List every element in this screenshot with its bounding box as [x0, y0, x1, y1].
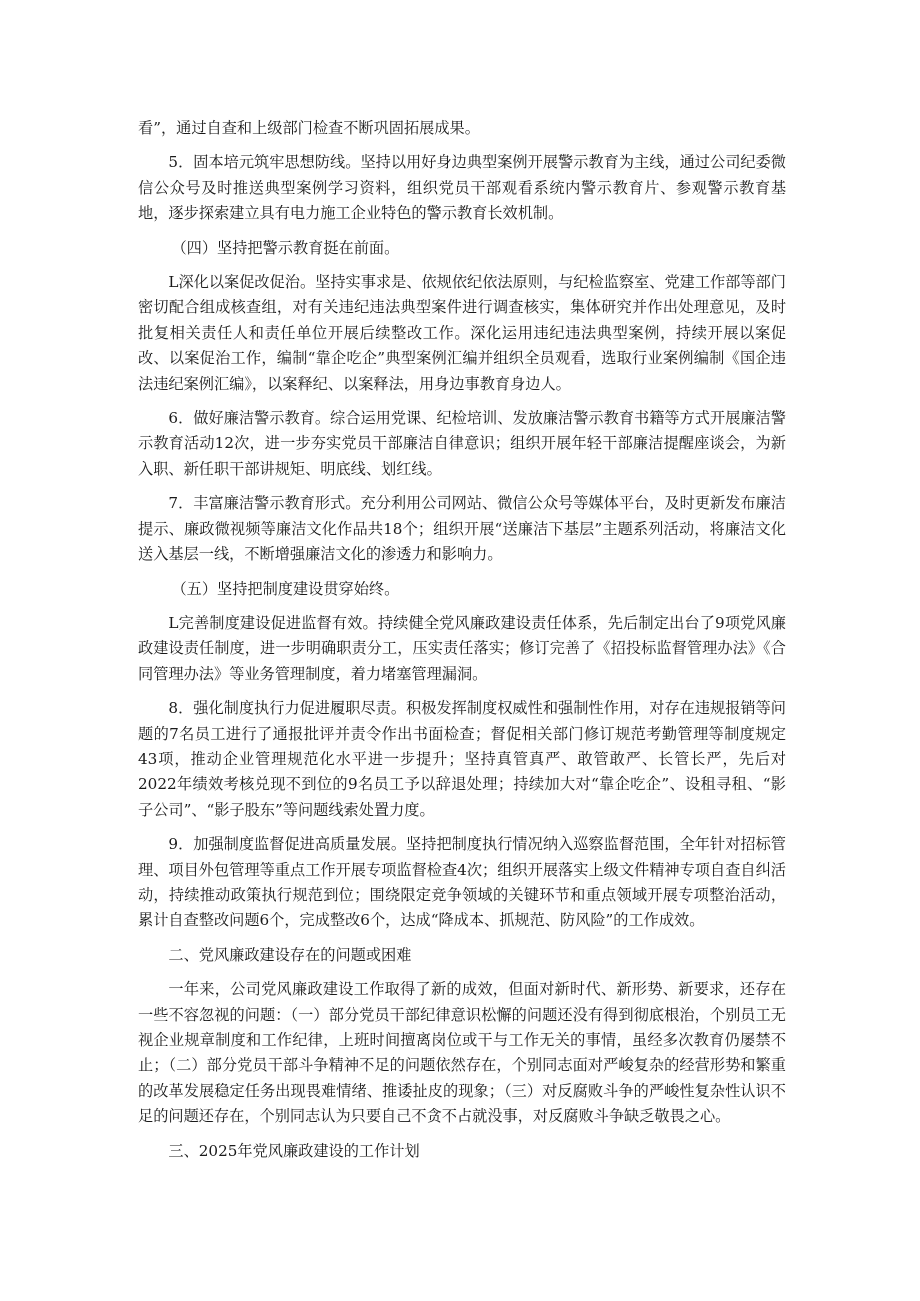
item-paragraph-5: 5．固本培元筑牢思想防线。坚持以用好身边典型案例开展警示教育为主线，通过公司纪委微信公众号及时推送典型案例学习资料，组织党员干部观看系统内警示教育片、参观警示教育基地，逐步探索建立具有电力施工企业特色的警示教育长效机制。	[138, 153, 786, 223]
item-paragraph-9: 9．加强制度监督促进高质量发展。坚持把制度执行情况纳入巡察监督范围，全年针对招标管理、项目外包管理等重点工作开展专项监督检查4次；组织开展落实上级文件精神专项自查自纠活动，持续推动政策执行规范到位；围绕限定竞争领域的关键环节和重点领域开展专项整治活动，累计自查整改问题6个，完成整改6个，达成“降成本、抓规范、防风险”的工作成效。	[138, 835, 786, 930]
section-heading-2: 二、党风廉政建设存在的问题或困难	[168, 945, 412, 964]
sub-heading-4: （四）坚持把警示教育挺在前面。	[171, 238, 400, 257]
item-paragraph-8: 8．强化制度执行力促进履职尽责。积极发挥制度权威性和强制性作用，对存在违规报销等问题的7名员工进行了通报批评并责令作出书面检查；督促相关部门修订规范考勤管理等制度规定43项，推动企业管理规范化水平进一步提升；坚持真管真严、敢管敢严、长管长严，先后对2022年绩效考核兑现不到位的9名员工予以辞退处理；持续加大对“靠企吃企”、设租寻租、“影子公司”、“影子股东”等问题线索处置力度。	[138, 699, 786, 819]
item-paragraph-system-building: L完善制度建设促进监督有效。持续健全党风廉政建设责任体系，先后制定出台了9项党风廉政建设责任制度，进一步明确职责分工，压实责任落实；修订完善了《招投标监督管理办法》《合同管理办法》等业务管理制度，着力堵塞管理漏洞。	[138, 613, 786, 683]
problems-paragraph: 一年来，公司党风廉政建设工作取得了新的成效，但面对新时代、新形势、新要求，还存在一些不容忽视的问题：（一）部分党员干部纪律意识松懈的问题还没有得到彻底根治，个别员工无视企业规章制度和工作纪律，上班时间擅离岗位或干与工作无关的事情，虽经多次教育仍屡禁不止；（二）部分党员干部斗争精神不足的问题依然存在，个别同志面对严峻复杂的经营形势和繁重的改革发展稳定任务出现畏难情绪、推诿扯皮的现象；（三）对反腐败斗争的严峻性复杂性认识不足的问题还存在，个别同志认为只要自己不贪不占就没事，对反腐败斗争缺乏敬畏之心。	[138, 980, 786, 1126]
document-body	[138, 116, 786, 1173]
continuation-paragraph: 看”，通过自查和上级部门检查不断巩固拓展成果。	[138, 119, 480, 137]
sub-heading-5: （五）坚持把制度建设贯穿始终。	[171, 579, 400, 598]
item-paragraph-6: 6．做好廉洁警示教育。综合运用党课、纪检培训、发放廉洁警示教育书籍等方式开展廉洁警示教育活动12次，进一步夯实党员干部廉洁自律意识；组织开展年轻干部廉洁提醒座谈会，为新入职、新任职干部讲规矩、明底线、划红线。	[138, 409, 786, 478]
section-heading-3: 三、2025年党风廉政建设的工作计划	[168, 1141, 420, 1160]
item-paragraph-7: 7．丰富廉洁警示教育形式。充分利用公司网站、微信公众号等媒体平台，及时更新发布廉洁提示、廉政微视频等廉洁文化作品共18个；组织开展“送廉洁下基层”主题系列活动，将廉洁文化送入基层一线，不断增强廉洁文化的渗透力和影响力。	[138, 494, 786, 564]
item-paragraph-case-reform: L深化以案促改促治。坚持实事求是、依规依纪依法原则，与纪检监察室、党建工作部等部门密切配合组成核查组，对有关违纪违法典型案件进行调查核实，集体研究并作出处理意见，及时批复相关责任人和责任单位开展后续整改工作。深化运用违纪违法典型案例，持续开展以案促改、以案促治工作，编制“靠企吃企”典型案例汇编并组织全员观看，选取行业案例编制《国企违法违纪案例汇编》，以案释纪、以案释法，用身边事教育身边人。	[138, 273, 786, 393]
